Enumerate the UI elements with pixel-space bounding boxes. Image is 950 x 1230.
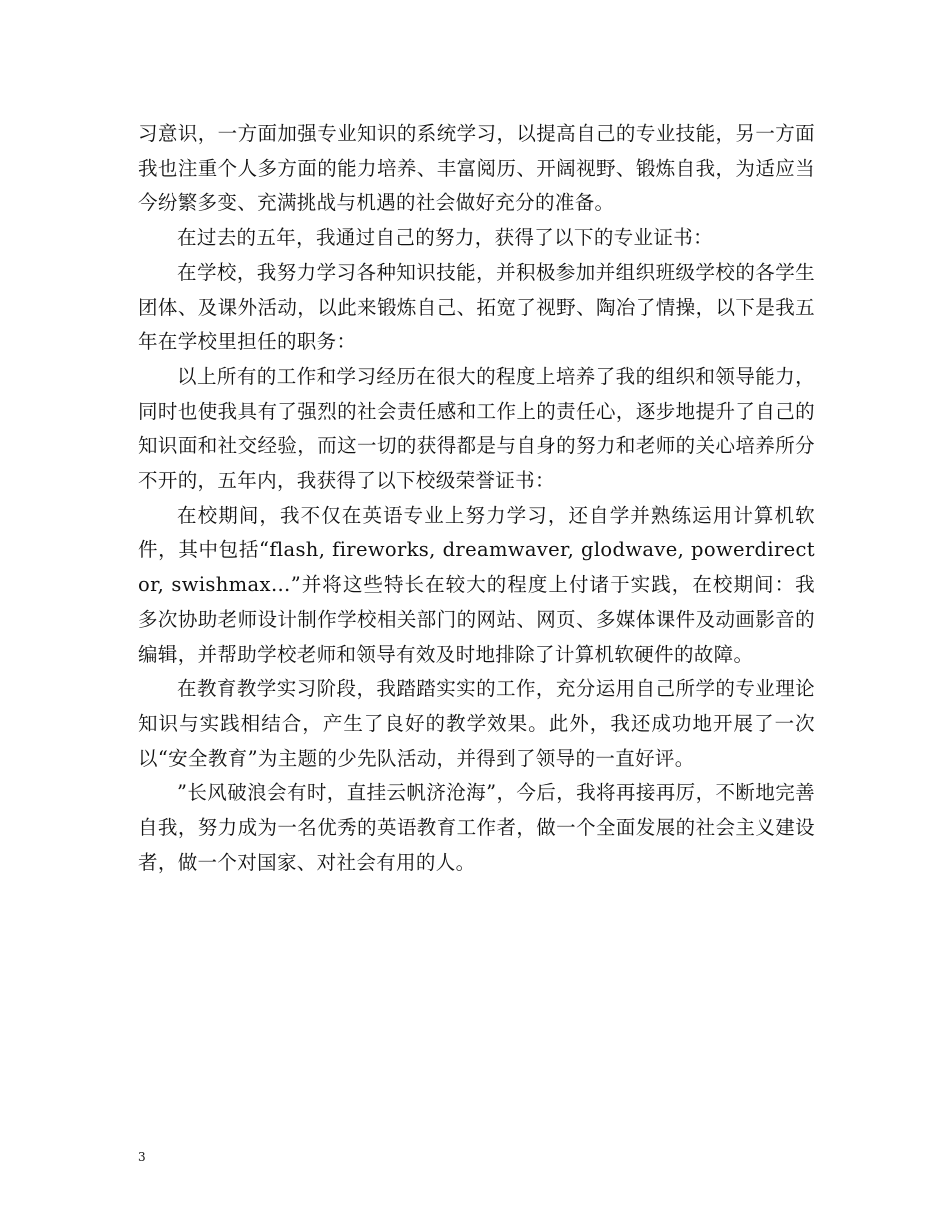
paragraph-2: 在过去的五年，我通过自己的努力，获得了以下的专业证书： xyxy=(177,226,713,250)
paragraph-3: 在学校，我努力学习各种知识技能，并积极参加并组织班级学校的各学生团体、及课外活动，以此来锻炼自己、拓宽了视野、陶冶了情操，以下是我五年在学校里担任的职务： xyxy=(138,260,815,354)
paragraph-7: ”长风破浪会有时，直挂云帆济沧海”，今后，我将再接再厉，不断地完善自我，努力成为一名优秀的英语教育工作者，做一个全面发展的社会主义建设者，做一个对国家、对社会有用的人。 xyxy=(138,781,815,874)
paragraph-5: 在校期间，我不仅在英语专业上努力学习，还自学并熟练运用计算机软件，其中包括“flash, fireworks, dreamwaver, glodwave, powerdirector, swishmax…”并将这些特长在较大的程度上付诸于实践，在校期间：我多次协助老师设计制作学校相关部门的网站、网页、多媒体课件及动画影音的编辑，并帮助学校老师和领导有效及时地排除了计算机软硬件的故障。 xyxy=(138,503,815,666)
paragraph-6: 在教育教学实习阶段，我踏踏实实的工作，充分运用自己所学的专业理论知识与实践相结合，产生了良好的教学效果。此外，我还成功地开展了一次以“安全教育”为主题的少先队活动，并得到了领导的一直好评。 xyxy=(138,677,815,770)
body-text xyxy=(138,117,815,880)
paragraph-4: 以上所有的工作和学习经历在很大的程度上培养了我的组织和领导能力，同时也使我具有了强烈的社会责任感和工作上的责任心，逐步地提升了自己的知识面和社交经验，而这一切的获得都是与自身的努力和老师的关心培养所分不开的，五年内，我获得了以下校级荣誉证书： xyxy=(138,364,815,493)
paragraph-1: 习意识，一方面加强专业知识的系统学习，以提高自己的专业技能，另一方面我也注重个人多方面的能力培养、丰富阅历、开阔视野、锻炼自我，为适应当今纷繁多变、充满挑战与机遇的社会做好充分的准备。 xyxy=(138,122,815,215)
page-number: 3 xyxy=(138,1150,146,1164)
